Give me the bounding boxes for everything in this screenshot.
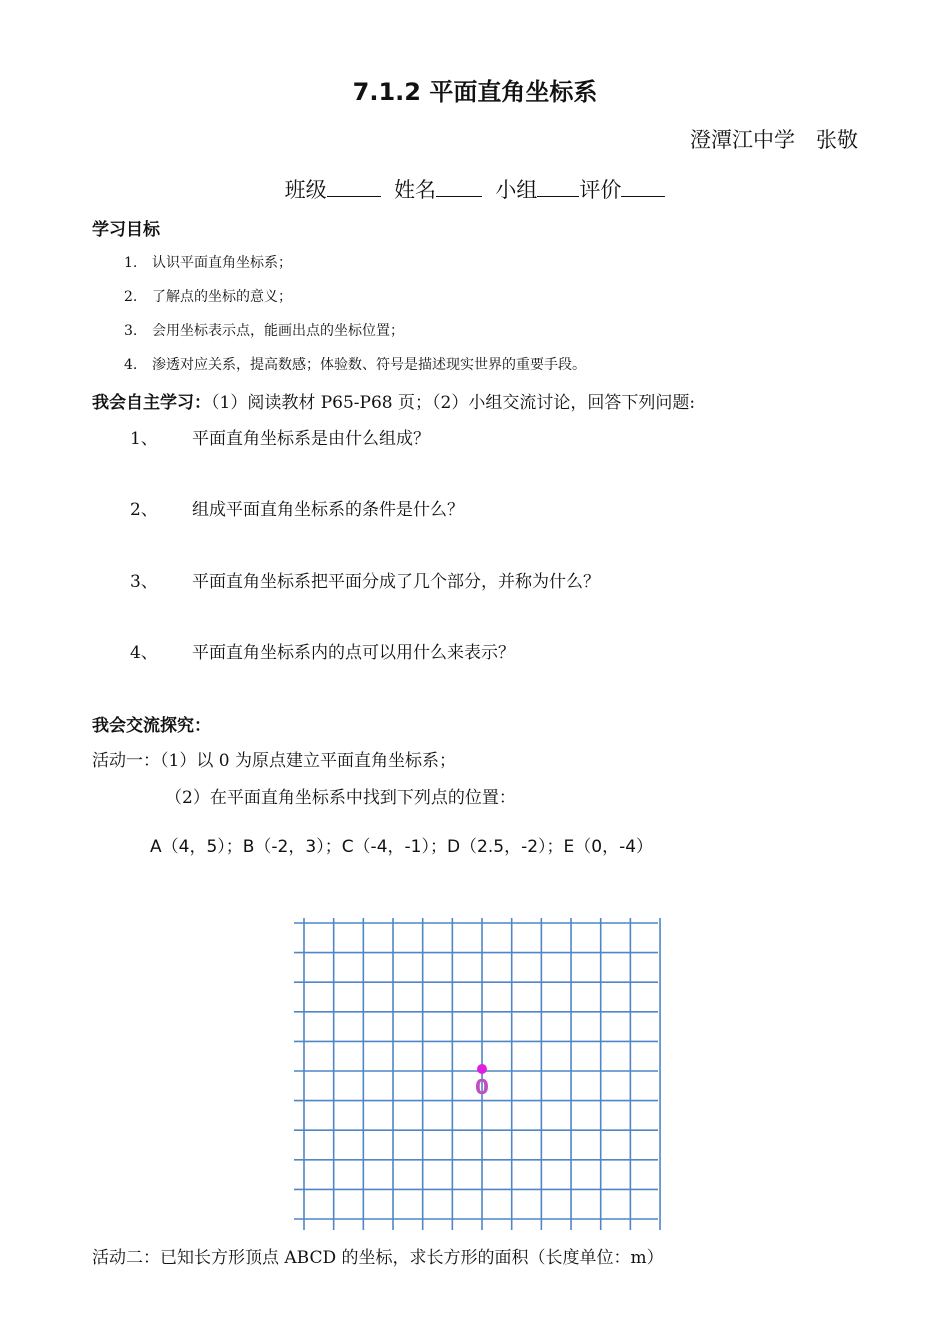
objective-text: 渗透对应关系，提高数感；体验数、符号是描述现实世界的重要手段。 — [152, 357, 586, 373]
objective-number: 3. — [124, 323, 138, 339]
self-study-heading: 我会自主学习： — [92, 393, 211, 413]
self-study-line — [92, 388, 695, 413]
question-number: 4、 — [130, 643, 158, 663]
page-title: 7.1.2 平面直角坐标系 — [352, 78, 598, 106]
author-line: 澄潭江中学 张敬 — [690, 128, 858, 152]
grade-label: 评价 — [579, 178, 622, 202]
question-text: 平面直角坐标系把平面分成了几个部分，并称为什么？ — [192, 572, 600, 592]
name-label: 姓名 — [394, 178, 436, 202]
activity-one-line1: 活动一：（1）以 0 为原点建立平面直角坐标系； — [92, 751, 456, 771]
explore-heading: 我会交流探究： — [92, 716, 211, 736]
class-label: 班级 — [284, 178, 327, 202]
objective-item — [124, 252, 292, 272]
group-blank[interactable] — [537, 176, 579, 197]
objective-text: 会用坐标表示点，能画出点的坐标位置； — [152, 323, 404, 339]
activity-two-line: 活动二：已知长方形顶点 ABCD 的坐标，求长方形的面积（长度单位：m） — [92, 1248, 664, 1268]
group-label: 小组 — [495, 178, 538, 202]
question-item — [130, 495, 464, 520]
objectives-heading: 学习目标 — [92, 220, 160, 240]
origin-point — [477, 1064, 487, 1074]
question-item — [130, 638, 515, 663]
question-number: 2、 — [130, 500, 158, 520]
question-item — [130, 424, 430, 449]
name-blank[interactable] — [436, 176, 482, 197]
objective-number: 2. — [124, 289, 138, 305]
question-item — [130, 567, 600, 592]
question-number: 1、 — [130, 429, 158, 449]
grid-lines — [294, 918, 660, 1230]
question-text: 平面直角坐标系内的点可以用什么来表示？ — [192, 643, 515, 663]
activity-one-line2: （2）在平面直角坐标系中找到下列点的位置： — [165, 788, 516, 808]
objective-number: 4. — [124, 357, 138, 373]
grade-blank[interactable] — [621, 176, 665, 197]
objective-number: 1. — [124, 255, 138, 271]
objective-item — [124, 354, 586, 374]
question-text: 平面直角坐标系是由什么组成？ — [192, 429, 430, 449]
self-study-intro: （1）阅读教材 P65-P68 页；（2）小组交流讨论，回答下列问题: — [211, 393, 696, 413]
question-text: 组成平面直角坐标系的条件是什么？ — [192, 500, 464, 520]
objective-text: 了解点的坐标的意义； — [152, 289, 292, 305]
question-number: 3、 — [130, 572, 158, 592]
class-blank[interactable] — [327, 176, 381, 197]
objective-text: 认识平面直角坐标系； — [152, 255, 292, 271]
coordinate-grid[interactable] — [280, 908, 680, 1238]
student-info-line — [0, 174, 950, 204]
points-list: A（4，5）；B（-2，3）；C（-4，-1）；D（2.5，-2）；E（0，-4） — [150, 837, 654, 857]
objective-item — [124, 286, 292, 306]
origin-label: 0 — [475, 1075, 489, 1099]
objective-item — [124, 320, 404, 340]
